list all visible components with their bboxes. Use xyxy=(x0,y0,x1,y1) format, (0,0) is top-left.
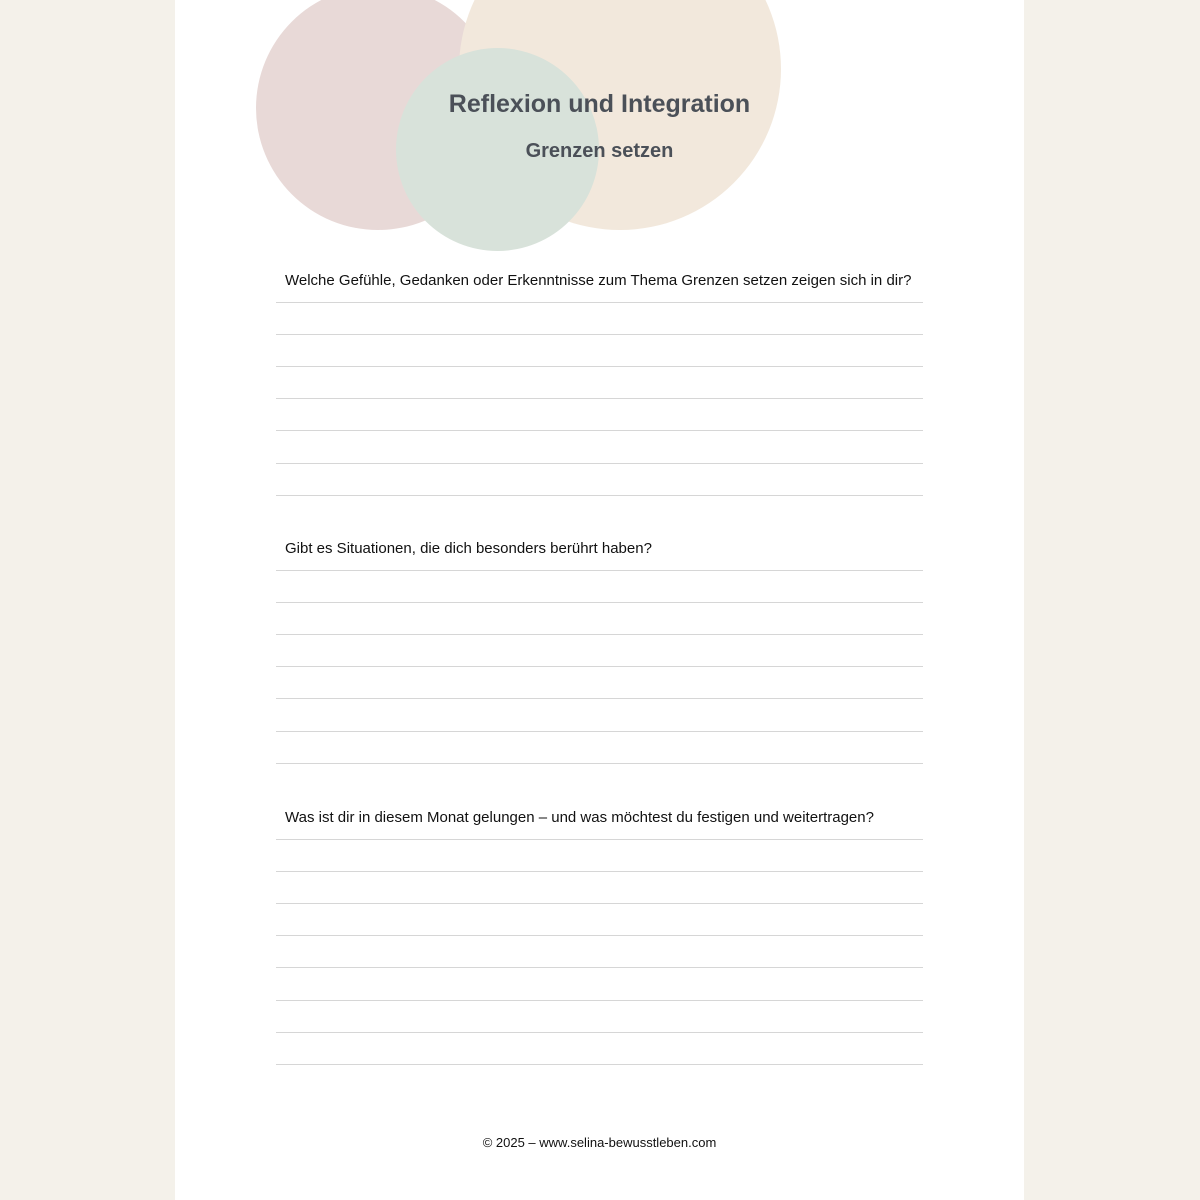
writing-line xyxy=(276,634,923,635)
writing-line xyxy=(276,666,923,667)
writing-line xyxy=(276,602,923,603)
writing-line xyxy=(276,871,923,872)
question-text: Was ist dir in diesem Monat gelungen – und was möchtest du festigen und weitertragen? xyxy=(285,809,874,826)
writing-line xyxy=(276,935,923,936)
question-text: Welche Gefühle, Gedanken oder Erkenntnisse zum Thema Grenzen setzen zeigen sich in dir? xyxy=(285,272,912,289)
writing-line xyxy=(276,698,923,699)
writing-line xyxy=(276,430,923,431)
question-text: Gibt es Situationen, die dich besonders berührt haben? xyxy=(285,540,652,557)
writing-line xyxy=(276,1032,923,1033)
writing-line xyxy=(276,570,923,571)
page-title: Reflexion und Integration xyxy=(448,90,751,118)
writing-line xyxy=(276,1064,923,1065)
writing-line xyxy=(276,463,923,464)
worksheet-page xyxy=(175,0,1024,1200)
writing-line xyxy=(276,302,923,303)
copyright-footer: © 2025 – www.selina-bewusstleben.com xyxy=(482,1135,717,1150)
writing-line xyxy=(276,903,923,904)
writing-line xyxy=(276,763,923,764)
writing-line xyxy=(276,334,923,335)
writing-line xyxy=(276,366,923,367)
writing-line xyxy=(276,495,923,496)
page-subtitle: Grenzen setzen xyxy=(525,140,674,162)
writing-line xyxy=(276,731,923,732)
writing-line xyxy=(276,839,923,840)
writing-line xyxy=(276,1000,923,1001)
writing-line xyxy=(276,398,923,399)
writing-line xyxy=(276,967,923,968)
